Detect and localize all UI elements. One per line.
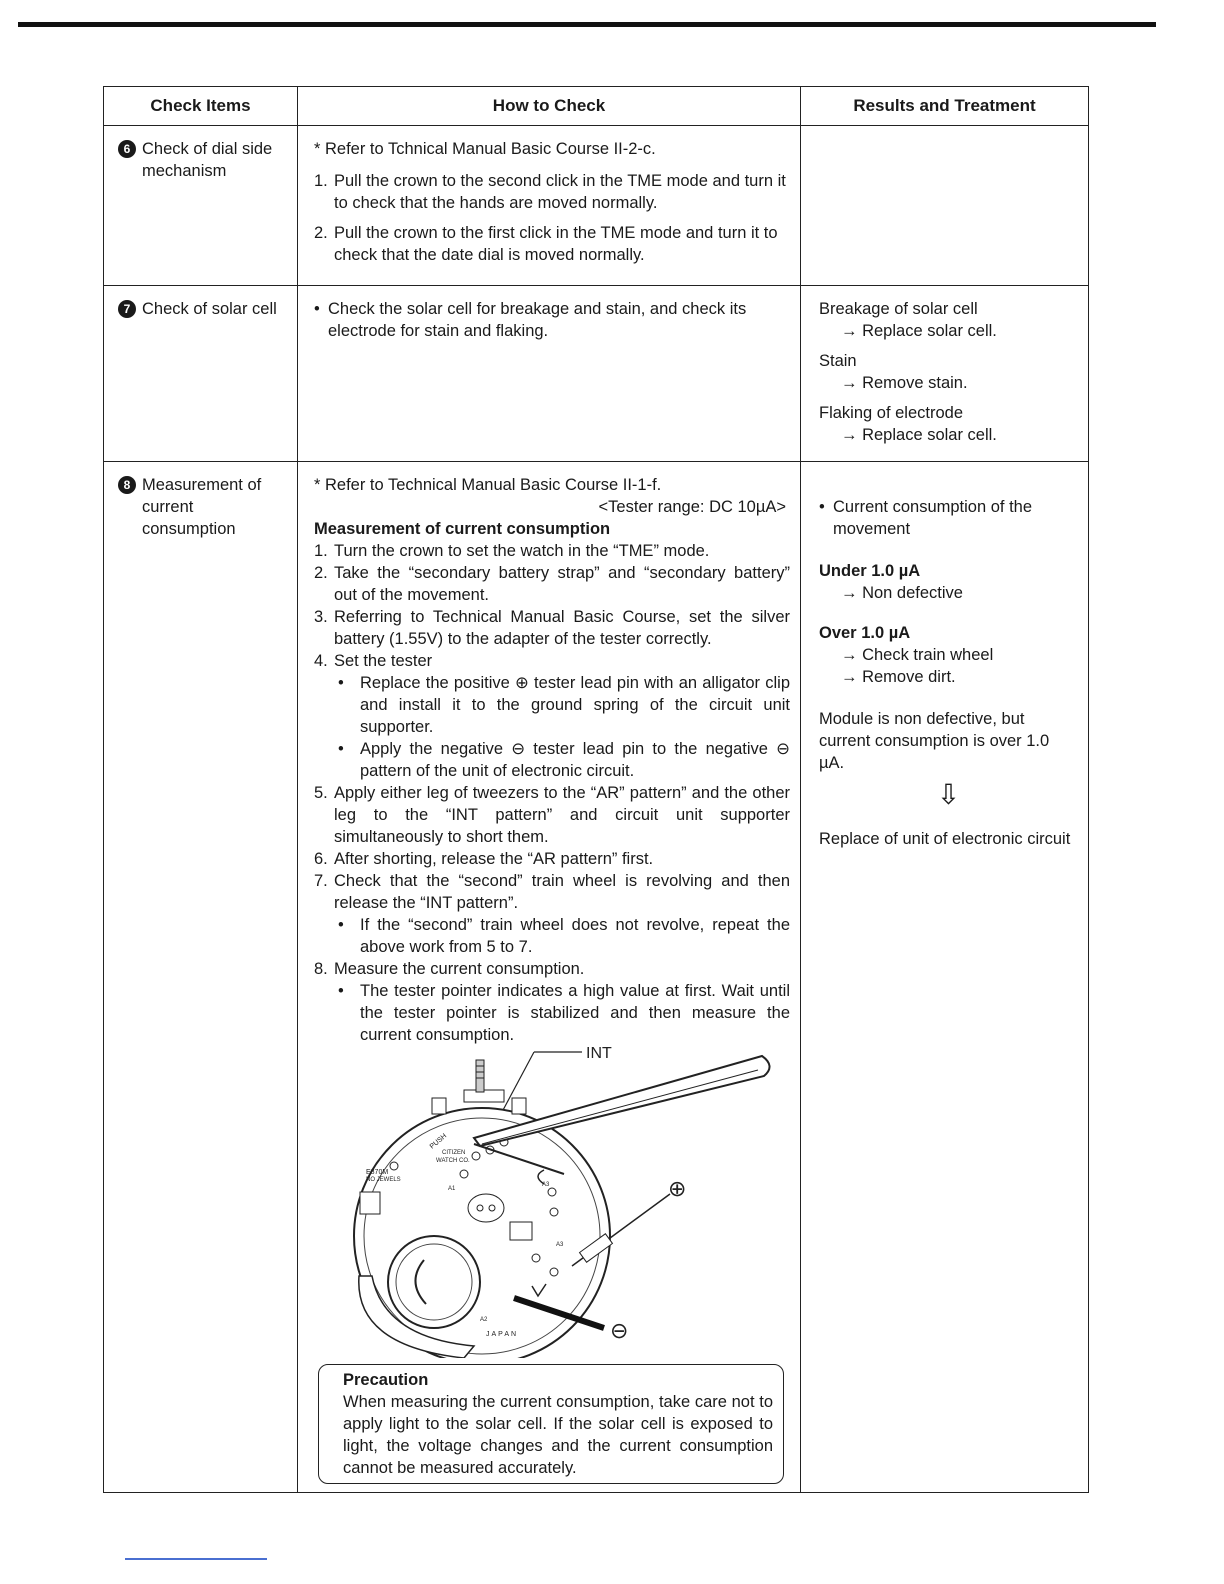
tester-range: <Tester range: DC 10µA>: [598, 498, 786, 516]
result-entry: Breakage of solar cell → Replace solar cell.: [819, 300, 997, 340]
list-item: • Check the solar cell for breakage and stain, and check its electrode for stain and flaking.: [314, 300, 747, 340]
item-number-badge: 6: [118, 140, 136, 158]
svg-text:A2: A2: [480, 1317, 488, 1323]
item-number-badge: 7: [118, 300, 136, 318]
header-results-treatment: Results and Treatment: [801, 87, 1089, 126]
int-label: INT: [586, 1046, 612, 1062]
bottom-link-line: [125, 1558, 267, 1560]
ic-chip: [510, 1222, 532, 1240]
row-solar-cell: [104, 286, 1089, 462]
list-item: 2. Take the “secondary battery strap” and “secondary battery” out of the movement.: [314, 564, 790, 604]
check-item-label: Measurement of current consumption: [142, 476, 262, 538]
check-item-label: Check of solar cell: [142, 300, 277, 318]
module-note: Module is non defective, but current consumption is over 1.0 µA.: [819, 710, 1050, 772]
results-cell: [801, 462, 1089, 1493]
check-item-cell: [104, 126, 298, 286]
result-entry: Flaking of electrode → Replace solar cell.: [819, 404, 997, 444]
battery: [388, 1236, 480, 1328]
over-threshold-label: Over 1.0 µA: [819, 624, 911, 642]
positive-terminal-symbol: ⊕: [668, 1176, 687, 1201]
svg-text:JAPAN: JAPAN: [486, 1331, 519, 1338]
results-cell: [801, 286, 1089, 462]
results-cell: [801, 126, 1089, 286]
svg-text:A3: A3: [556, 1242, 564, 1248]
winding-stem: [476, 1060, 484, 1092]
movement-diagram: [314, 1046, 784, 1358]
sub-list-item: • The tester pointer indicates a high value at first. Wait until the tester pointer is stabilized and then measure the current consumption.: [338, 982, 790, 1044]
negative-terminal-symbol: ⊖: [610, 1318, 629, 1343]
check-item-cell: [104, 462, 298, 1493]
sub-list-item: • Replace the positive ⊕ tester lead pin with an alligator clip and install it to the ground spring of the circuit unit supporter.: [338, 674, 790, 736]
list-item: 5. Apply either leg of tweezers to the “AR” pattern” and the other leg to the “INT pattern” and circuit unit supporter simultaneously to short them.: [314, 784, 790, 846]
list-item: 2. Pull the crown to the first click in the TME mode and turn it to check that the date dial is moved normally.: [314, 224, 778, 264]
check-item-cell: [104, 286, 298, 462]
list-item: 3. Referring to Technical Manual Basic Course, set the silver battery (1.55V) to the adapter of the tester correctly.: [314, 608, 790, 648]
precaution-box: [318, 1364, 784, 1484]
under-threshold-action: → Non defective: [841, 584, 963, 602]
list-item: 6. After shorting, release the “AR pattern” first.: [314, 850, 654, 868]
svg-text:PUSH: PUSH: [428, 1132, 449, 1151]
svg-text:CITIZEN: CITIZEN: [442, 1150, 466, 1156]
over-threshold-action: → Check train wheel: [841, 646, 994, 664]
svg-text:A1: A1: [448, 1186, 456, 1192]
row-dial-side-mechanism: [104, 126, 1089, 286]
row-current-consumption: [104, 462, 1089, 1493]
list-item: 1. Pull the crown to the second click in the TME mode and turn it to check that the hands are moved normally.: [314, 172, 786, 212]
how-to-check-cell: [298, 286, 801, 462]
svg-text:E870M: E870M: [366, 1169, 389, 1176]
result-intro: • Current consumption of the movement: [819, 498, 1033, 538]
how-to-check-cell: [298, 462, 801, 1493]
svg-text:A3: A3: [542, 1182, 550, 1188]
section-heading: Measurement of current consumption: [314, 520, 611, 538]
list-item: 4. Set the tester • Replace the positive ⊕ tester lead pin with an alligator clip and install it to the ground spring of the circuit unit supporter. • Apply the negative ⊖ tester lead pin to the negative ⊖ pattern of the unit of electronic circuit.: [314, 652, 790, 780]
top-rule: [18, 22, 1156, 27]
precaution-text: When measuring the current consumption, take care not to apply light to the solar cell. If the solar cell is exposed to light, the voltage changes and the current consumption cannot be measured accurately.: [343, 1393, 773, 1477]
header-check-items: Check Items: [104, 87, 298, 126]
result-entry: Stain → Remove stain.: [819, 352, 968, 392]
precaution-title: Precaution: [343, 1371, 429, 1389]
item-number-badge: 8: [118, 476, 136, 494]
list-item: 1. Turn the crown to set the watch in the “TME” mode.: [314, 542, 710, 560]
replace-note: Replace of unit of electronic circuit: [819, 830, 1071, 848]
check-item-label: Check of dial side mechanism: [142, 140, 273, 180]
how-to-check-cell: [298, 126, 801, 286]
check-table: [103, 86, 1089, 1493]
sub-list-item: • Apply the negative ⊖ tester lead pin to the negative ⊖ pattern of the unit of electronic circuit.: [338, 740, 790, 780]
step-list: [314, 170, 790, 266]
header-row: [104, 87, 1089, 126]
svg-text:NO JEWELS: NO JEWELS: [366, 1177, 401, 1183]
list-item: 7. Check that the “second” train wheel is revolving and then release the “INT pattern”. • If the “second” train wheel does not revolve, repeat the above work from 5 to 7.: [314, 872, 790, 956]
under-threshold-label: Under 1.0 µA: [819, 562, 921, 580]
svg-text:WATCH CO.: WATCH CO.: [436, 1158, 470, 1164]
down-arrow-icon: ⇩: [936, 779, 961, 810]
reference-note: * Refer to Technical Manual Basic Course II-1-f.: [314, 476, 662, 494]
list-item: 8. Measure the current consumption. • The tester pointer indicates a high value at first. Wait until the tester pointer is stabilized and then measure the current consumption.: [314, 960, 790, 1044]
header-how-to-check: How to Check: [298, 87, 801, 126]
step-list: [314, 540, 790, 1046]
over-threshold-action: → Remove dirt.: [841, 668, 956, 686]
sub-list-item: • If the “second” train wheel does not revolve, repeat the above work from 5 to 7.: [338, 916, 790, 956]
reference-note: * Refer to Tchnical Manual Basic Course II-2-c.: [314, 140, 656, 158]
